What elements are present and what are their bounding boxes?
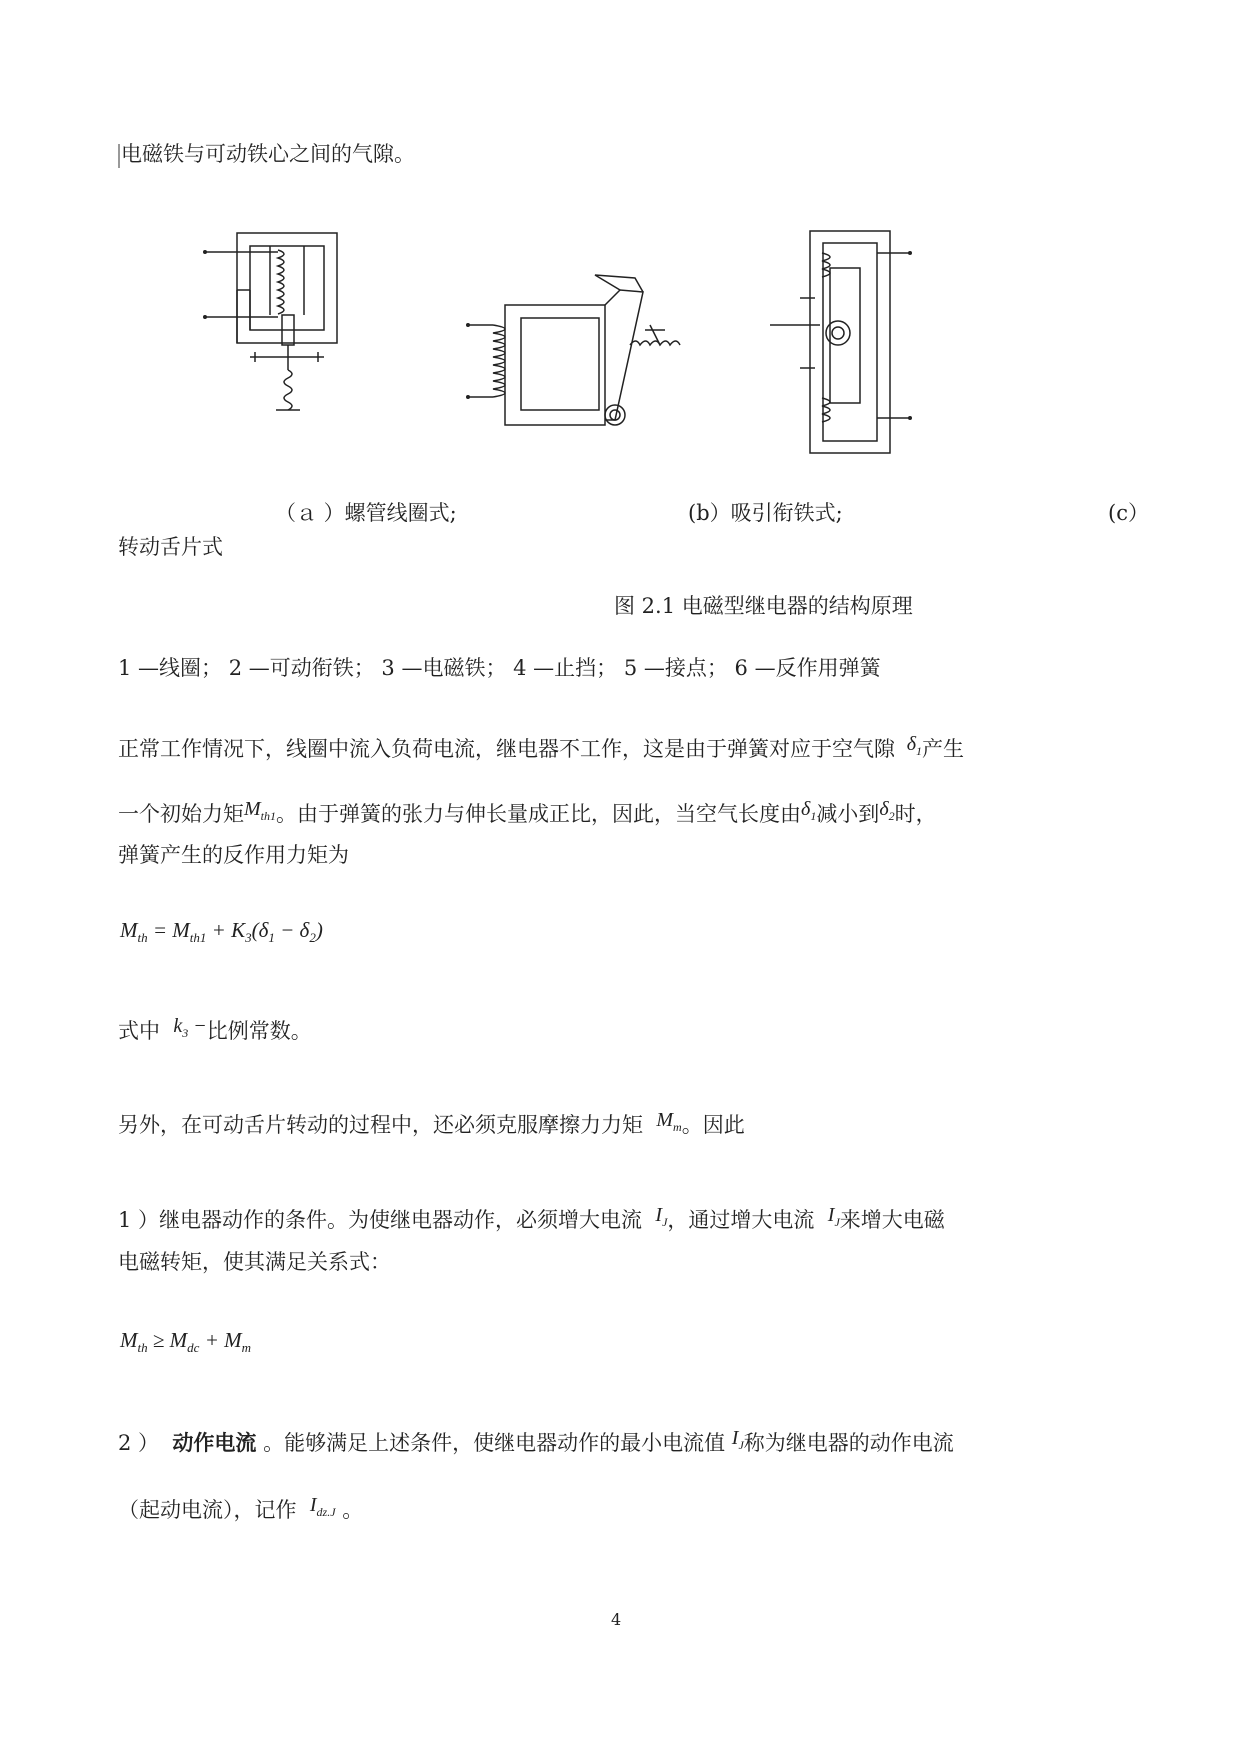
paragraph-line [118, 1016, 312, 1054]
text-cursor [118, 144, 120, 168]
paragraph-text: 。 [342, 1498, 364, 1522]
paragraph-text: 式中 [118, 1019, 160, 1043]
figure-caption-c-label: 转动舌片式 [118, 535, 223, 559]
paragraph-line [118, 1428, 954, 1466]
ij-symbol: $I_J$ [827, 1204, 840, 1229]
paragraph-text: 一个初始力矩 [118, 802, 244, 826]
figure-a-solenoid-relay [200, 230, 360, 465]
ij-symbol: $I_J$ [655, 1204, 668, 1229]
delta2-symbol: $\delta_2$ [879, 798, 895, 823]
paragraph-line [118, 734, 964, 772]
formula-operate-condition: $M_{th} \ge M_{dc} + M_m$ [120, 1328, 251, 1356]
paragraph-line: 电磁铁与可动铁心之间的气隙。 [121, 142, 415, 166]
ij-symbol: $I_J$ [731, 1427, 744, 1452]
paragraph-text: 2 ） [118, 1431, 160, 1455]
paragraph-text: 时， [894, 802, 937, 826]
paragraph-line: 电磁转矩，使其满足关系式： [118, 1250, 391, 1274]
paragraph-text: 。能够满足上述条件，使继电器动作的最小电流值 [263, 1431, 726, 1455]
paragraph-text: 。因此 [681, 1113, 745, 1137]
paragraph-text: 另外，在可动舌片转动的过程中，还必须克服摩擦力力矩 [118, 1113, 643, 1137]
paragraph-line [118, 1205, 945, 1243]
paragraph-text: 比例常数。 [206, 1019, 312, 1043]
term-operating-current: 动作电流 [172, 1430, 257, 1455]
figure-b-attracted-armature-relay [465, 270, 695, 445]
figure-caption-c: (c） [1108, 501, 1149, 525]
paragraph-text: （起动电流），记作 [118, 1498, 297, 1522]
paragraph-text: 。由于弹簧的张力与伸长量成正比，因此，当空气长度由 [276, 802, 802, 826]
formula-reaction-torque: $M_{th} = M_{th1} + K_3(\delta_1 - \delta_2)$ [120, 918, 323, 946]
mth1-symbol: $M_{th1}$ [244, 798, 277, 823]
delta1-symbol: $\delta_1$ [801, 798, 817, 823]
page-number: 4 [611, 1610, 622, 1629]
idzj-symbol: $I_{dz.J}$ [309, 1494, 336, 1519]
paragraph-text: ，通过增大电流 [667, 1208, 815, 1232]
figure-c-rotating-tongue-relay [760, 228, 920, 458]
paragraph-text: 减小到 [816, 802, 880, 826]
figure-caption-a: （ａ ）螺管线圈式; [275, 501, 457, 525]
paragraph-line [118, 1110, 745, 1148]
paragraph-line [118, 1495, 363, 1533]
paragraph-line [118, 799, 937, 837]
mm-symbol: $M_m$ [656, 1109, 682, 1134]
figure-title: 图 2.1 电磁型继电器的结构原理 [614, 594, 913, 618]
paragraph-text: 称为继电器的动作电流 [743, 1431, 954, 1455]
paragraph-text: 来增大电磁 [839, 1208, 945, 1232]
figure-legend: 1 —线圈； 2 —可动衔铁； 3 —电磁铁； 4 —止挡； 5 —接点； 6 —反作用弹簧 [118, 656, 881, 680]
paragraph-line: 弹簧产生的反作用力矩为 [118, 843, 349, 867]
k3-symbol: $k_3$ − [173, 1015, 207, 1040]
paragraph-text: 正常工作情况下，线圈中流入负荷电流，继电器不工作，这是由于弹簧对应于空气隙 [118, 737, 895, 761]
delta1-symbol: $\delta_1$ [901, 733, 922, 758]
figure-caption-b: (b）吸引衔铁式; [688, 501, 843, 525]
paragraph-text: 产生 [921, 737, 964, 761]
paragraph-text: 1 ）继电器动作的条件。为使继电器动作，必须增大电流 [118, 1208, 643, 1232]
